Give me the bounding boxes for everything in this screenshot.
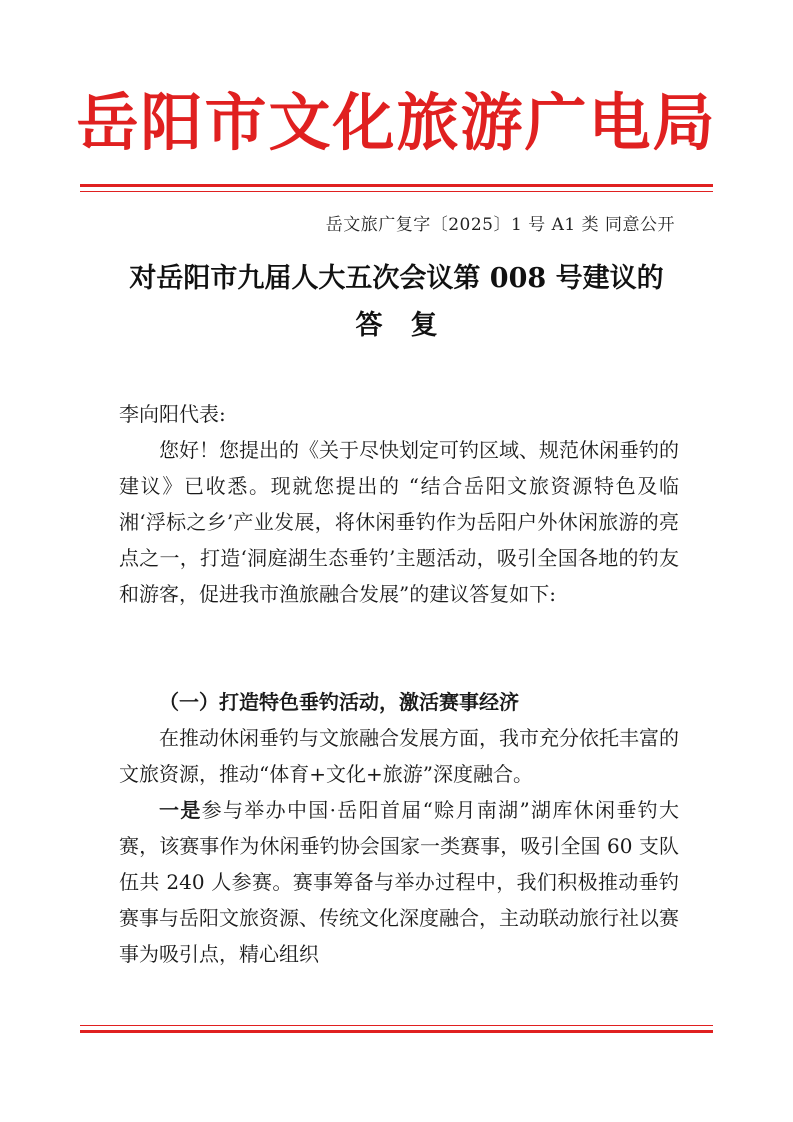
- point-text: 参与举办中国·岳阳首届“赊月南湖”湖库休闲垂钓大赛，该赛事作为休闲垂钓协会国家一类赛事，吸引全国 60 支队伍共 240 人参赛。赛事筹备与举办过程中，我们积极推动垂钓赛事与岳阳文旅资源、传统文化深度融合，主动联动旅行社以赛事为吸引点，精心组织: [119, 798, 679, 966]
- letterhead-rule-thick: [80, 184, 713, 187]
- document-title-line1: 对岳阳市九届人大五次会议第 008 号建议的: [129, 263, 664, 294]
- point-lead: 一是: [159, 798, 202, 822]
- footer-rule-thick: [80, 1030, 713, 1033]
- section-heading-1: （一）打造特色垂钓活动，激活赛事经济: [159, 690, 519, 714]
- letterhead-rule-thin: [80, 191, 713, 192]
- paragraph-section1: 在推动休闲垂钓与文旅融合发展方面，我市充分依托丰富的文旅资源，推动“体育+文化+旅游”深度融合。: [119, 726, 679, 786]
- paragraph-intro: 您好！您提出的《关于尽快划定可钓区域、规范休闲垂钓的建议》已收悉。现就您提出的 “结合岳阳文旅资源特色及临湘‘浮标之乡’产业发展，将休闲垂钓作为岳阳户外休闲旅游的亮点之一，打造‘洞庭湖生态垂钓’主题活动，吸引全国各地的钓友和游客，促进我市渔旅融合发展”的建议答复如下:: [119, 438, 679, 606]
- paragraph-point1: [119, 792, 679, 972]
- salutation: 李向阳代表:: [119, 402, 226, 426]
- letterhead-title: 岳阳市文化旅游广电局: [76, 86, 717, 159]
- footer-rule-thin: [80, 1025, 713, 1026]
- document-title-line2: 答复: [355, 310, 466, 341]
- document-number: 岳文旅广复字〔2025〕1 号 A1 类 同意公开: [325, 215, 675, 235]
